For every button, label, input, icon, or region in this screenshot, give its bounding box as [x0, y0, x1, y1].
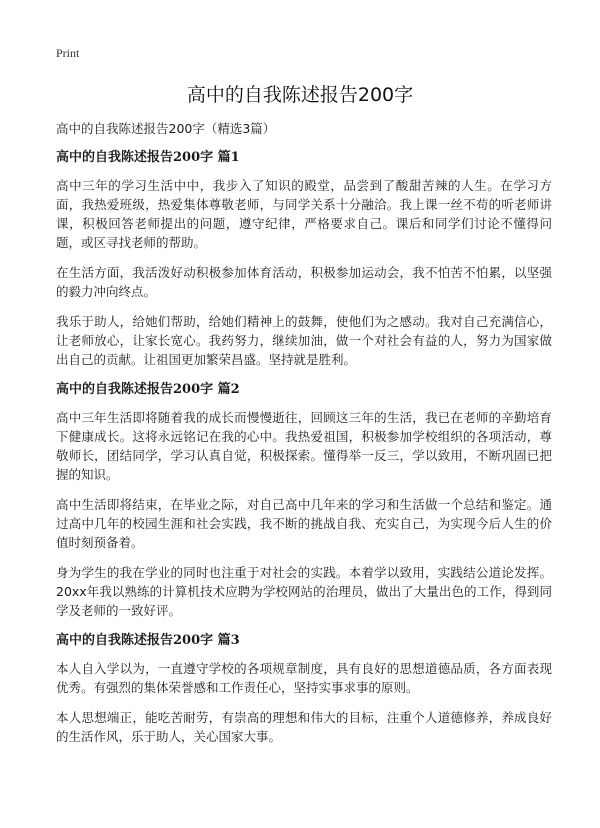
paragraph: 本人自入学以为，一直遵守学校的各项规章制度，具有良好的思想道德品质，各方面表现优秀。有强烈的集体荣誉感和工作责任心，坚持实事求事的原则。 — [56, 661, 552, 695]
paragraph: 身为学生的我在学业的同时也注重于对社会的实践。本着学以致用，实践结公道论发挥。20xx年我以熟练的计算机技术应聘为学校网站的治理员，做出了大量出色的工作，得到同学及老师的一致好评。 — [56, 565, 552, 618]
page-title: 高中的自我陈述报告200字 — [186, 84, 414, 106]
paragraph: 我乐于助人，给她们帮助，给她们精神上的鼓舞，使他们为之感动。我对自己充满信心，让老师放心，让家长宽心。我药努力，继续加油，做一个对社会有益的人，努力为国家做出自己的贡献。让祖国更加繁荣昌盛。坚持就是胜利。 — [56, 314, 552, 367]
document-subtitle: 高中的自我陈述报告200字（精选3篇） — [56, 121, 276, 136]
section-3 — [56, 631, 552, 746]
section-1 — [56, 148, 552, 369]
paragraph: 高中生活即将结束，在毕业之际，对自己高中几年来的学习和生活做一个总结和鉴定。通过高中几年的校园生涯和社会实践，我不断的挑战自我、充实自己，为实现今后人生的价值时刻预备着。 — [56, 497, 552, 550]
section-heading: 高中的自我陈述报告200字 篇2 — [56, 382, 240, 397]
paragraph: 本人思想端正，能吃苦耐劳，有崇高的理想和伟大的目标，注重个人道德修养，养成良好的生活作风，乐于助人，关心国家大事。 — [56, 710, 552, 744]
print-label: Print — [56, 46, 80, 60]
document-body — [56, 120, 552, 757]
paragraph: 高中三年生活即将随着我的成长而慢慢逝往，回顾这三年的生活，我已在老师的辛勤培育下健康成长。这将永远铭记在我的心中。我热爱祖国，积极参加学校组织的各项活动，尊敬师长，团结同学，学习认真自觉，积极探索。懂得举一反三，学以致用，不断巩固已把握的知识。 — [56, 410, 552, 482]
section-heading: 高中的自我陈述报告200字 篇3 — [56, 633, 240, 648]
section-2 — [56, 380, 552, 620]
paragraph: 在生活方面，我活泼好动积极参加体育活动，积极参加运动会，我不怕苦不怕累，以坚强的毅力冲向终点。 — [56, 265, 552, 299]
paragraph: 高中三年的学习生活中中，我步入了知识的殿堂，品尝到了酸甜苦辣的人生。在学习方面，我热爱班级，热爱集体尊敬老师，与同学关系十分融洽。我上课一丝不苟的听老师讲课，积极回答老师提出的问题，遵守纪律，严格要求自己。课后和同学们讨论不懂得问题，或区寻找老师的帮助。 — [56, 178, 552, 250]
section-heading: 高中的自我陈述报告200字 篇1 — [56, 150, 240, 165]
